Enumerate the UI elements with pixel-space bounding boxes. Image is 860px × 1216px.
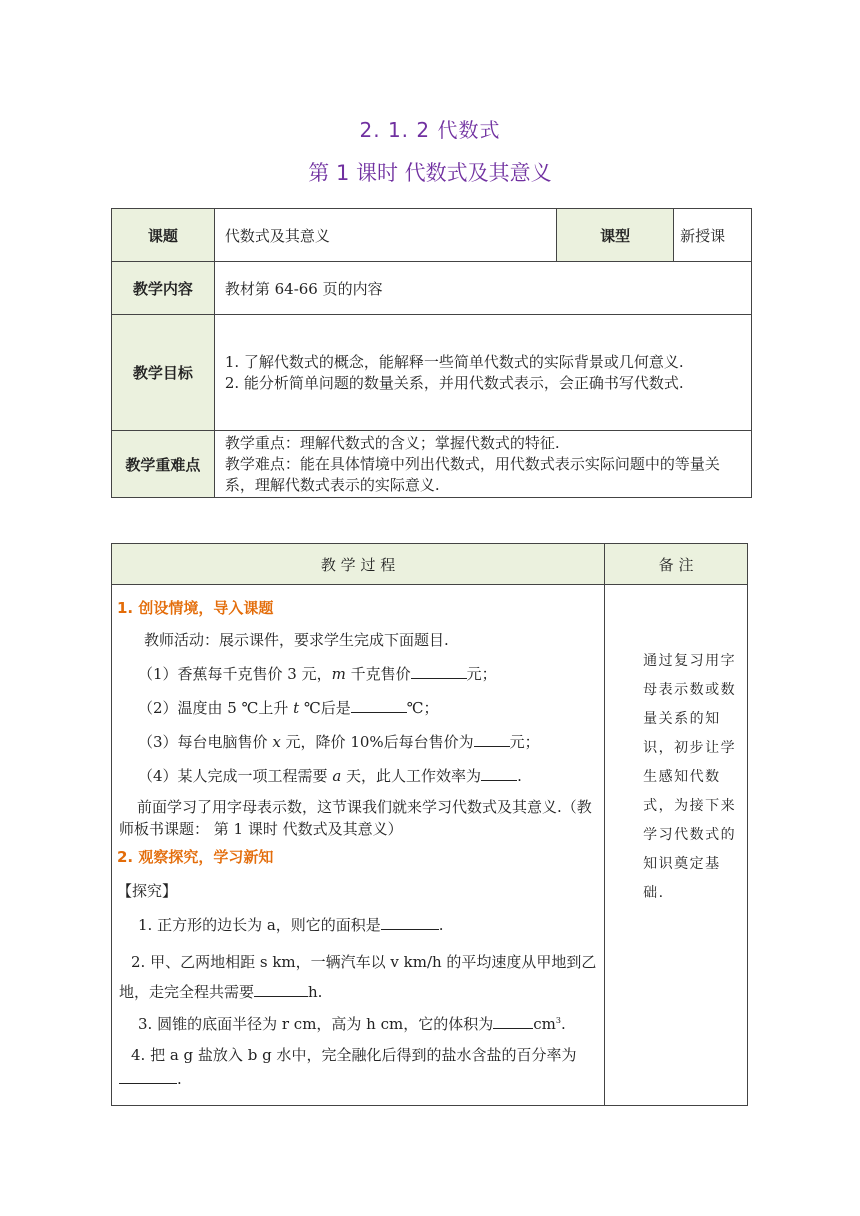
- answer-blank: [254, 980, 308, 997]
- answer-blank: [493, 1012, 533, 1029]
- difficult-point: 教学难点：能在具体情境中列出代数式，用代数式表示实际问题中的等量关系，理解代数式表示的实际意义.: [224, 454, 720, 494]
- topic-label: 课题: [112, 209, 215, 262]
- answer-blank: [119, 1067, 177, 1084]
- explore-label: 【探究】: [117, 882, 178, 900]
- note-text: 通过复习用字母表示数或数量关系的知识，初步让学生感知代数式，为接下来学习代数式的知识奠定基础.: [643, 653, 737, 901]
- question-4: （4）某人完成一项工程需要 a 天，此人工作效率为 .: [126, 764, 598, 786]
- question-1: （1）香蕉每千克售价 3 元，m 千克售价 元；: [126, 662, 598, 684]
- answer-blank: [411, 662, 467, 679]
- key-points-label: 教学重难点: [112, 431, 215, 498]
- teacher-activity: 教师活动：展示课件，要求学生完成下面题目.: [144, 631, 449, 649]
- section2-title: 2. 观察探究，学习新知: [117, 848, 274, 866]
- answer-blank: [381, 913, 439, 930]
- note-header: 备 注: [605, 544, 748, 585]
- lesson-info-table: [111, 208, 752, 498]
- answer-blank: [481, 764, 517, 781]
- teaching-process-table: [111, 543, 748, 1106]
- answer-blank: [351, 696, 407, 713]
- key-points-cell: [214, 431, 751, 498]
- answer-blank: [474, 730, 510, 747]
- explore-item-4: 4. 把 a g 盐放入 b g 水中，完全融化后得到的盐水含盐的百分率为.: [119, 1044, 598, 1091]
- key-point: 教学重点：理解代数式的含义；掌握代数式的特征.: [224, 433, 560, 452]
- intro-text: 前面学习了用字母表示数，这节课我们就来学习代数式及其意义.（教师板书课题： 第 1 课时 代数式及其意义）: [119, 798, 592, 838]
- goals-cell: [214, 315, 751, 431]
- content-value: 教材第 64-66 页的内容: [214, 262, 751, 315]
- section-title: 2. 1. 2 代数式: [359, 118, 501, 142]
- note-cell: [605, 585, 748, 1106]
- process-header: 教 学 过 程: [112, 544, 605, 585]
- topic-value: 代数式及其意义: [214, 209, 556, 262]
- explore-item-3: 3. 圆锥的底面半径为 r cm，高为 h cm，它的体积为 $cm^3$.: [126, 1011, 598, 1034]
- explore-item-1: 1. 正方形的边长为 a，则它的面积是 .: [126, 913, 598, 935]
- question-2: （2）温度由 5 ℃上升 t ℃后是 ℃；: [126, 696, 598, 718]
- lesson-title: 第 1 课时 代数式及其意义: [308, 161, 552, 185]
- type-value: 新授课: [674, 209, 752, 262]
- goal-item: 1. 了解代数式的概念，能解释一些简单代数式的实际背景或几何意义.: [224, 352, 684, 371]
- goal-item: 2. 能分析简单问题的数量关系，并用代数式表示，会正确书写代数式.: [224, 373, 684, 392]
- content-label: 教学内容: [112, 262, 215, 315]
- explore-item-2: 2. 甲、乙两地相距 s km，一辆汽车以 v km/h 的平均速度从甲地到乙地，走完全程共需要 h.: [119, 953, 597, 1001]
- type-label: 课型: [557, 209, 674, 262]
- goals-label: 教学目标: [112, 315, 215, 431]
- section1-title: 1. 创设情境，导入课题: [117, 599, 274, 617]
- process-content: [112, 585, 605, 1106]
- question-3: （3）每台电脑售价 x 元，降价 10%后每台售价为 元；: [126, 730, 598, 752]
